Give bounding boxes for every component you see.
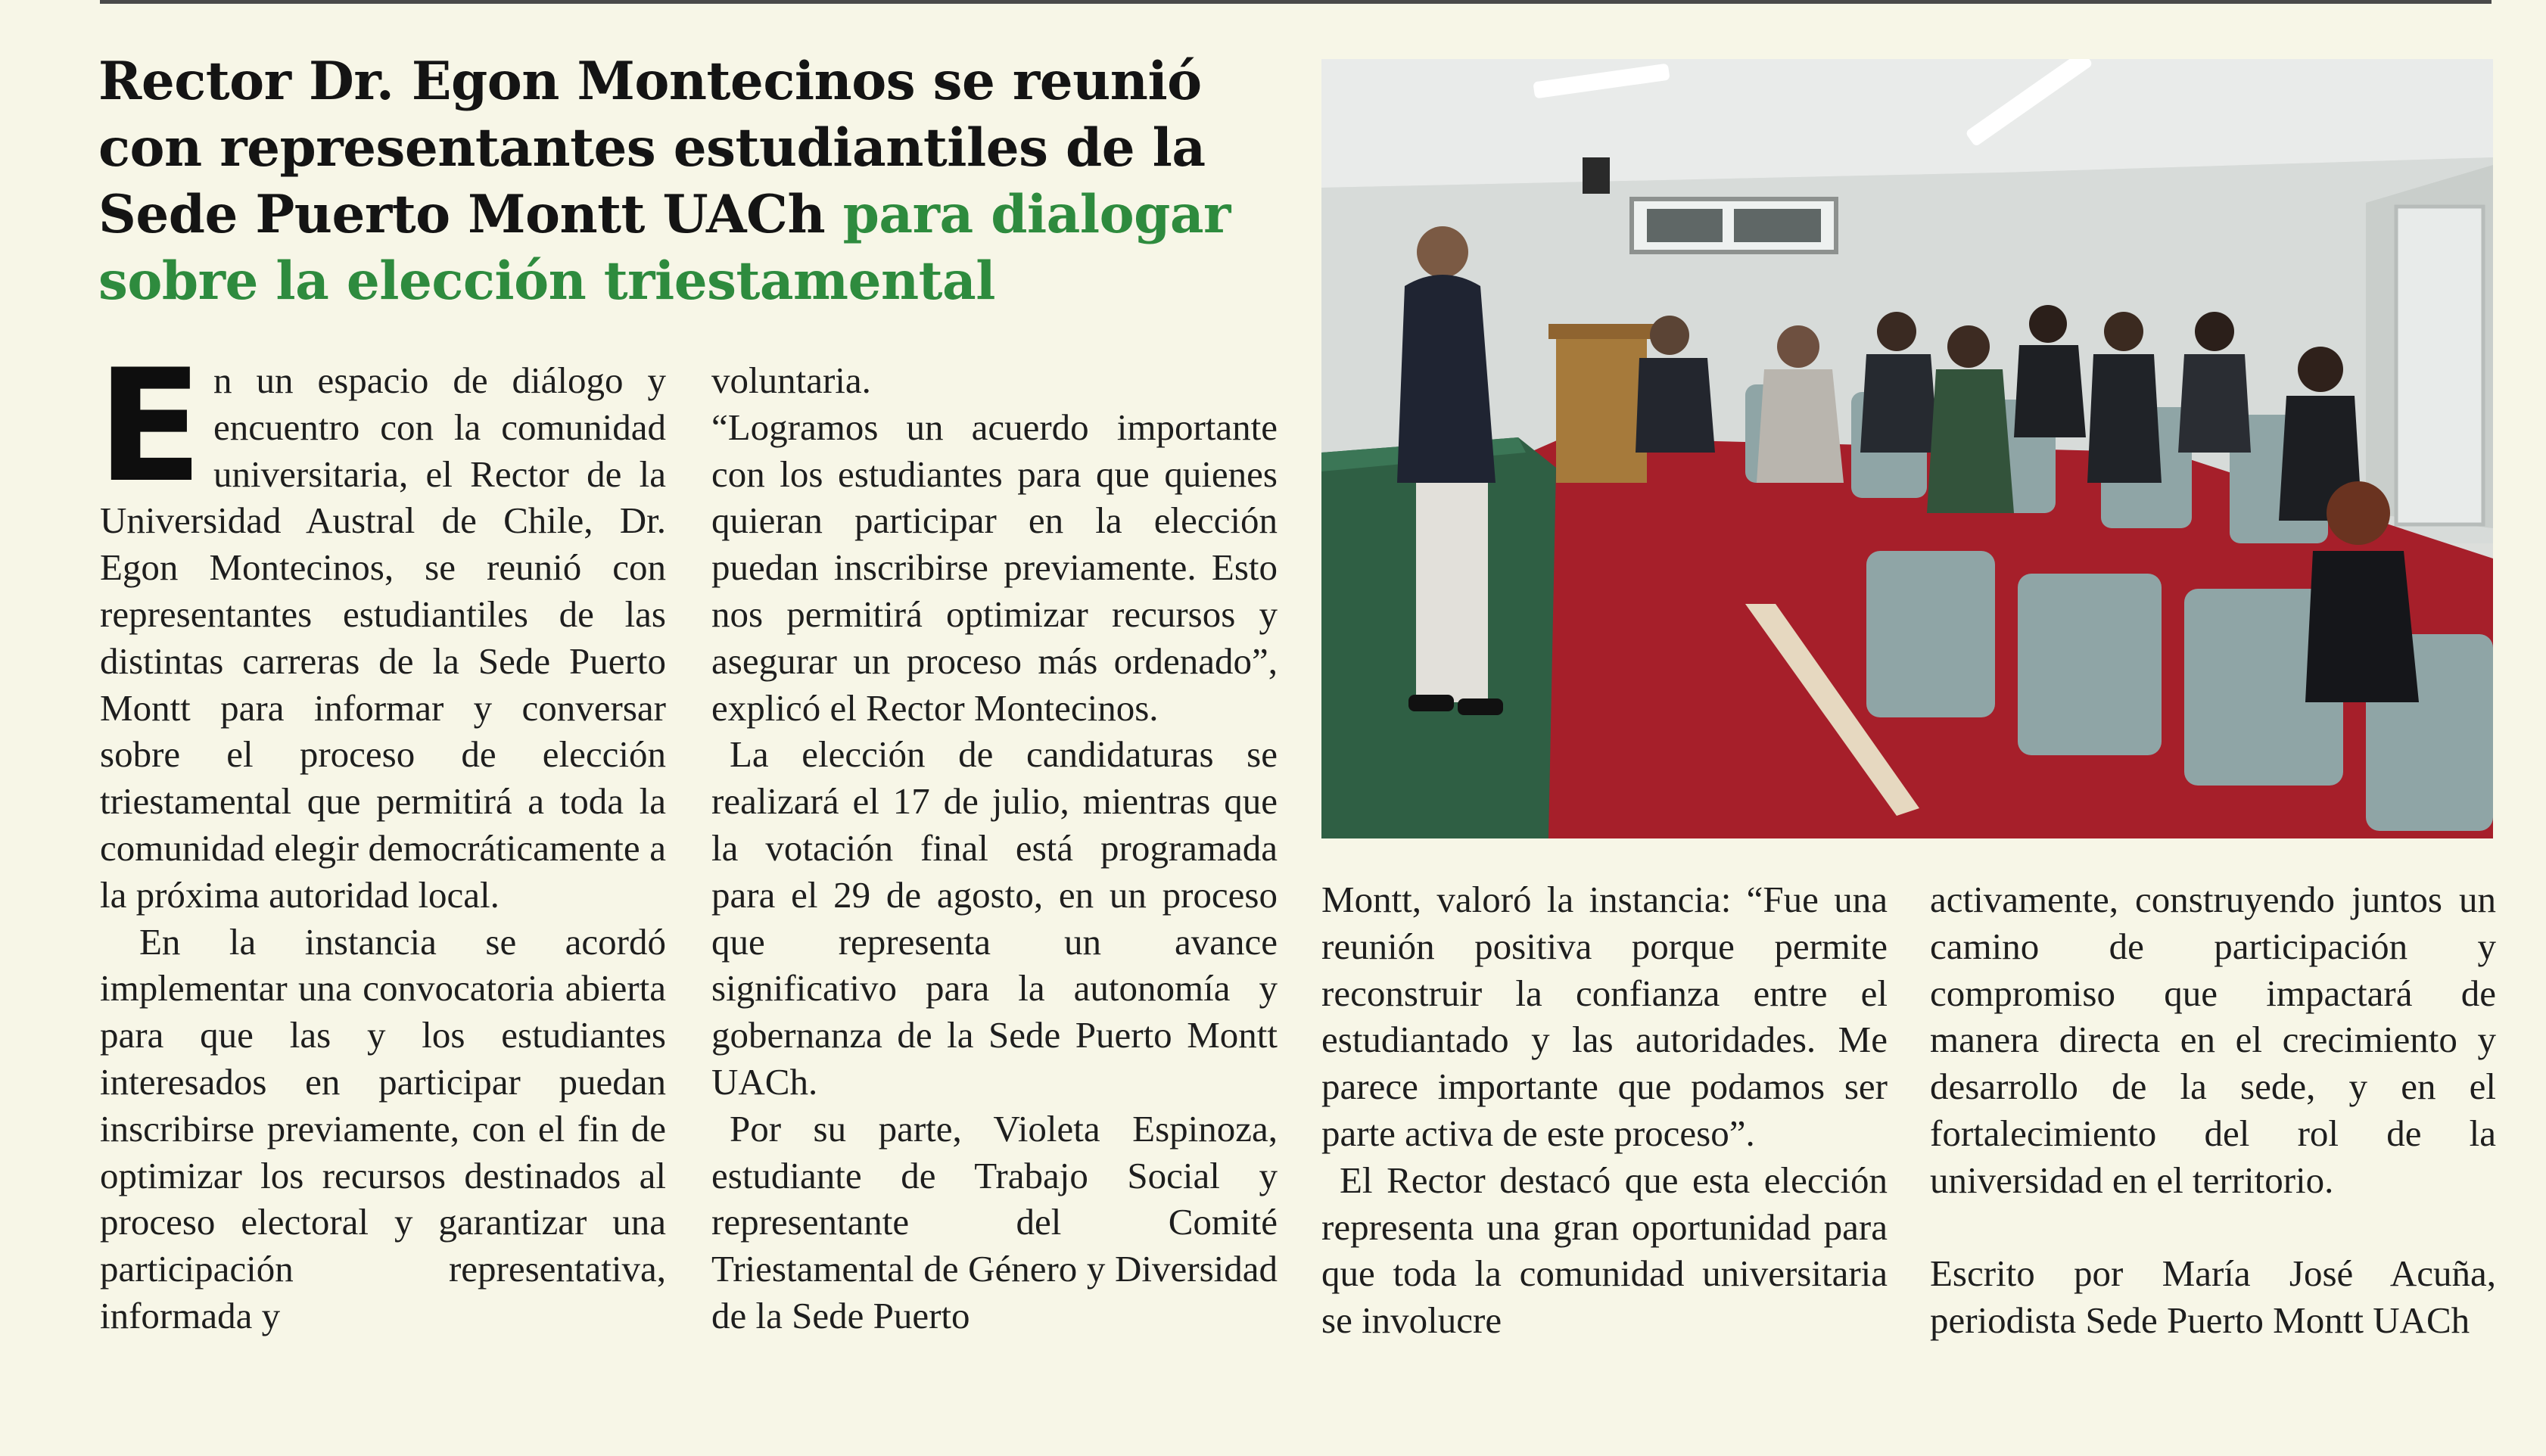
paragraph: Montt, valoró la instancia: “Fue una reunión positiva porque permite reconstruir la confianza entre el estudiantado y las autoridades. Me parece importante que podamos ser parte activa de este proceso”. — [1321, 879, 1888, 1154]
byline: Escrito por María José Acuña, periodista Sede Puerto Montt UACh — [1930, 1252, 2496, 1342]
top-rule — [100, 0, 2492, 4]
column-1 — [97, 337, 666, 1339]
paragraph — [97, 337, 666, 919]
column-3 — [1321, 876, 1888, 1344]
drop-cap: E — [97, 337, 204, 517]
paragraph: La elección de candidaturas se realizará el 17 de julio, mientras que la votación final está programada para el 29 de agosto, en un proceso que representa un avance significativo para la autonomía y gobernanza de la Sede Puerto Montt UACh. — [711, 733, 1278, 1103]
paragraph-text: n un espacio de diálogo y encuentro con la comunidad universitaria, el Rector de la Universidad Austral de Chile, Dr. Egon Montecinos, se reunió con representantes estudiantiles de las distintas carreras de la Sede Puerto Montt para informar y conversar sobre el proceso de elección triestamental que permitirá a toda la comunidad elegir democráticamente a la próxima autoridad local. — [100, 359, 666, 916]
headline-green: para dialogar sobre la elección triestamental — [98, 184, 1231, 312]
headline-black: Rector Dr. Egon Montecinos se reunió con representantes estudiantiles de la Sede Puerto Montt UACh — [98, 51, 1206, 245]
classroom-meeting-photo — [1321, 59, 2493, 838]
paragraph: “Logramos un acuerdo importante con los estudiantes para que quienes quieran participar en la elección puedan inscribirse previamente. Esto nos permitirá optimizar recursos y asegurar un proceso más ordenado”, explicó el Rector Montecinos. — [711, 406, 1278, 729]
paragraph: Por su parte, Violeta Espinoza, estudiante de Trabajo Social y representante del Comité Triestamental de Género y Diversidad de la Sede Puerto — [711, 1107, 1278, 1336]
column-4 — [1930, 876, 2496, 1344]
column-2 — [711, 357, 1278, 1339]
paragraph: voluntaria. — [711, 359, 871, 401]
paragraph: El Rector destacó que esta elección representa una gran oportunidad para que toda la comunidad universitaria se involucre — [1321, 1159, 1888, 1342]
paragraph: activamente, construyendo juntos un camino de participación y compromiso que impactará de manera directa en el crecimiento y desarrollo de la sede, y en el fortalecimiento del rol de la universidad en el territorio. — [1930, 879, 2496, 1201]
spacer — [1930, 1204, 2496, 1251]
paragraph: En la instancia se acordó implementar una convocatoria abierta para que las y los estudiantes interesados en participar puedan inscribirse previamente, con el fin de optimizar los recursos destinados al proceso electoral y garantizar una participación representativa, informada y — [100, 920, 666, 1336]
article-headline — [98, 48, 1279, 315]
